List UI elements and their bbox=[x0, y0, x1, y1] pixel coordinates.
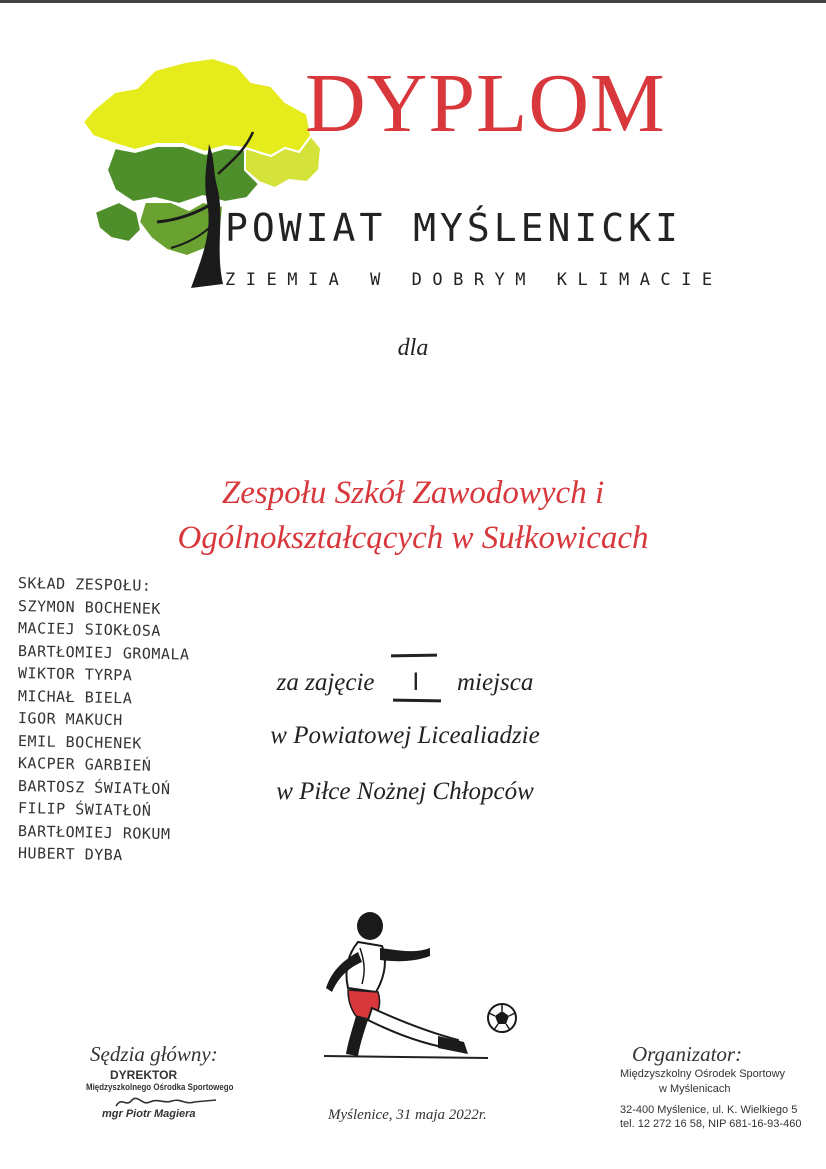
recipient-line-1: Zespołu Szkół Zawodowych i bbox=[221, 475, 605, 511]
organizer-line-4: tel. 12 272 16 58, NIP 681-16-93-460 bbox=[620, 1118, 802, 1130]
organizer-line-1: Międzyszkolny Ośrodek Sportowy bbox=[620, 1068, 786, 1080]
achievement-place: I bbox=[381, 668, 451, 696]
team-member: FILIP ŚWIATŁOŃ bbox=[17, 799, 152, 820]
achievement-suffix: miejsca bbox=[457, 669, 534, 696]
achievement-line-3: w Piłce Nożnej Chłopców bbox=[276, 778, 534, 805]
team-roster-title: SKŁAD ZESPOŁU: bbox=[17, 574, 152, 595]
achievement-line-1 bbox=[240, 668, 570, 697]
county-name: POWIAT MYŚLENICKI bbox=[225, 206, 682, 250]
football-player-kicking-icon bbox=[318, 908, 523, 1068]
team-member: MICHAŁ BIELA bbox=[17, 686, 133, 707]
diploma-title: DYPLOM bbox=[305, 57, 666, 150]
team-roster bbox=[18, 572, 258, 865]
team-member: WIKTOR TYRPA bbox=[17, 664, 133, 685]
dedication-for-word: dla bbox=[397, 335, 429, 361]
organizer-line-2: w Myślenicach bbox=[659, 1083, 731, 1095]
judge-stamp-institution: Międzyszkolnego Ośrodka Sportowego bbox=[86, 1082, 234, 1092]
judge-name: mgr Piotr Magiera bbox=[102, 1108, 196, 1120]
team-member: IGOR MAKUCH bbox=[17, 709, 124, 730]
achievement-prefix: za zajęcie bbox=[276, 669, 375, 696]
organizer-label: Organizator: bbox=[632, 1042, 743, 1066]
organizer-line-3: 32-400 Myślenice, ul. K. Wielkiego 5 bbox=[620, 1104, 798, 1116]
team-member: MACIEJ SIOKŁOSA bbox=[17, 619, 162, 640]
team-member: BARTOSZ ŚWIATŁOŃ bbox=[17, 776, 171, 798]
county-slogan: ZIEMIA W DOBRYM KLIMACIE bbox=[225, 270, 723, 290]
judge-stamp-title: DYREKTOR bbox=[110, 1068, 178, 1082]
judge-label: Sędzia główny: bbox=[90, 1042, 218, 1066]
place-date: Myślenice, 31 maja 2022r. bbox=[328, 1107, 487, 1123]
team-member: BARTŁOMIEJ ROKUM bbox=[17, 821, 171, 843]
team-member: BARTŁOMIEJ GROMALA bbox=[17, 641, 190, 664]
top-border bbox=[0, 0, 826, 3]
team-member: HUBERT DYBA bbox=[17, 844, 124, 865]
recipient-line-2: Ogólnokształcących w Sułkowicach bbox=[177, 520, 649, 556]
team-member: SZYMON BOCHENEK bbox=[17, 596, 162, 618]
team-member: KACPER GARBIEŃ bbox=[17, 754, 152, 775]
county-map-tree-icon bbox=[75, 52, 335, 292]
team-member: EMIL BOCHENEK bbox=[17, 731, 143, 753]
achievement-line-2: w Powiatowej Licealiadzie bbox=[270, 722, 540, 749]
